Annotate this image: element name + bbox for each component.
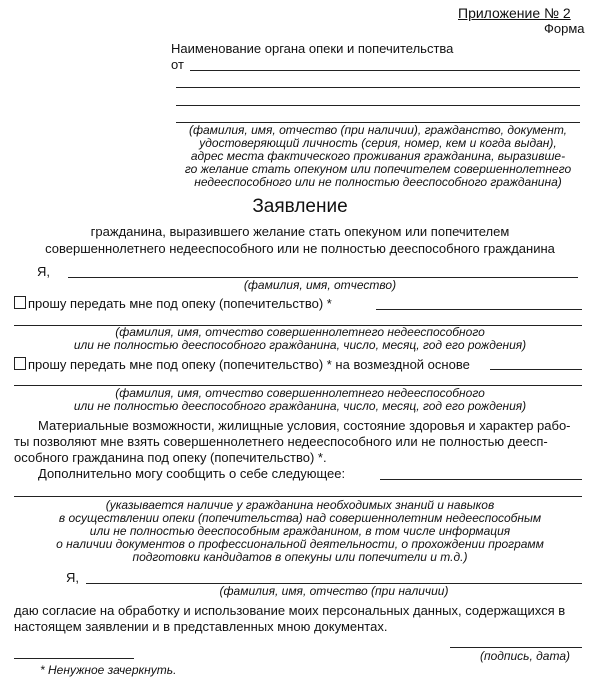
- material-line: особного гражданина под опеку (попечительство) *.: [14, 450, 327, 465]
- document-title: Заявление: [252, 196, 348, 217]
- additional-caption-line: в осуществлении опеки (попечительства) над совершеннолетним недееспособным: [58, 511, 542, 525]
- from-caption-line: адрес места фактического проживания гражданина, выразивше-: [190, 149, 566, 163]
- additional-line-2: [14, 496, 582, 497]
- option1-label: прошу передать мне под опеку (попечительство) *: [28, 296, 332, 311]
- option2-caption-line: или не полностью дееспособного гражданина, число, месяц, год его рождения): [73, 399, 527, 413]
- consent-paragraph: [14, 603, 565, 635]
- signature-caption: (подпись, дата): [480, 649, 570, 663]
- additional-label: Дополнительно могу сообщить о себе следующее:: [38, 466, 346, 481]
- subtitle: [0, 223, 600, 257]
- ya2-caption: (фамилия, имя, отчество (при наличии): [219, 584, 449, 598]
- additional-caption-line: о наличии документов о профессиональной деятельности, о прохождении программ: [56, 537, 544, 551]
- additional-caption: [0, 499, 600, 564]
- option2-caption: [0, 387, 600, 413]
- from-label: от: [171, 57, 184, 72]
- subtitle-line: совершеннолетнего недееспособного или не полностью дееспособного гражданина: [45, 241, 555, 256]
- appendix-label: Приложение № 2: [458, 5, 571, 21]
- option2-row: [14, 357, 470, 372]
- material-line: ты позволяют мне взять совершеннолетнего недееспособного или не полностью деесп-: [14, 434, 548, 449]
- from-caption-line: недееспособного или не полностью дееспособного гражданина): [194, 175, 562, 189]
- consent-line: настоящем заявлении и в представленных мною документах.: [14, 619, 388, 634]
- ya-label: Я,: [37, 264, 50, 279]
- from-line-2: [176, 87, 580, 88]
- from-line-1: [190, 70, 580, 71]
- ya-caption: (фамилия, имя, отчество): [243, 278, 397, 292]
- additional-caption-line: (указывается наличие у гражданина необходимых знаний и навыков: [105, 498, 495, 512]
- additional-caption-line: подготовки кандидатов в опекуны или попечители и т.д.): [132, 550, 468, 564]
- option1-checkbox[interactable]: [14, 296, 26, 309]
- option1-caption: [0, 326, 600, 352]
- from-caption-line: го желание стать опекуном или попечителем совершеннолетнего: [184, 162, 572, 176]
- option1-line: [376, 309, 582, 310]
- footnote-separator: [14, 658, 134, 659]
- footnote: * Ненужное зачеркнуть.: [40, 663, 177, 677]
- option2-label: прошу передать мне под опеку (попечительство) * на возмездной основе: [28, 357, 470, 372]
- additional-caption-line: или не полностью дееспособным гражданином, в том числе информация: [89, 524, 511, 538]
- signature-line: [450, 647, 582, 648]
- subtitle-line: гражданина, выразившего желание стать опекуном или попечителем: [90, 224, 510, 239]
- option1-row: [14, 296, 332, 311]
- from-line-3: [176, 105, 580, 106]
- from-caption: [160, 124, 596, 189]
- option1-caption-line: (фамилия, имя, отчество совершеннолетнего недееспособного: [115, 325, 485, 339]
- material-line: Материальные возможности, жилищные условия, состояние здоровья и характер рабо-: [38, 418, 571, 433]
- organ-label: Наименование органа опеки и попечительства: [171, 41, 454, 56]
- option1-caption-line: или не полностью дееспособного гражданина, число, месяц, год его рождения): [73, 338, 527, 352]
- form-label: Форма: [544, 21, 585, 36]
- material-paragraph: [14, 418, 571, 466]
- option2-checkbox[interactable]: [14, 357, 26, 370]
- consent-line: даю согласие на обработку и использование моих персональных данных, содержащихся в: [14, 603, 566, 618]
- option2-caption-line: (фамилия, имя, отчество совершеннолетнего недееспособного: [115, 386, 485, 400]
- from-caption-line: удостоверяющий личность (серия, номер, кем и когда выдан),: [199, 136, 557, 150]
- from-caption-line: (фамилия, имя, отчество (при наличии), гражданство, документ,: [188, 123, 568, 137]
- additional-line-1: [380, 479, 582, 480]
- ya2-label: Я,: [66, 570, 79, 585]
- option2-line: [490, 369, 582, 370]
